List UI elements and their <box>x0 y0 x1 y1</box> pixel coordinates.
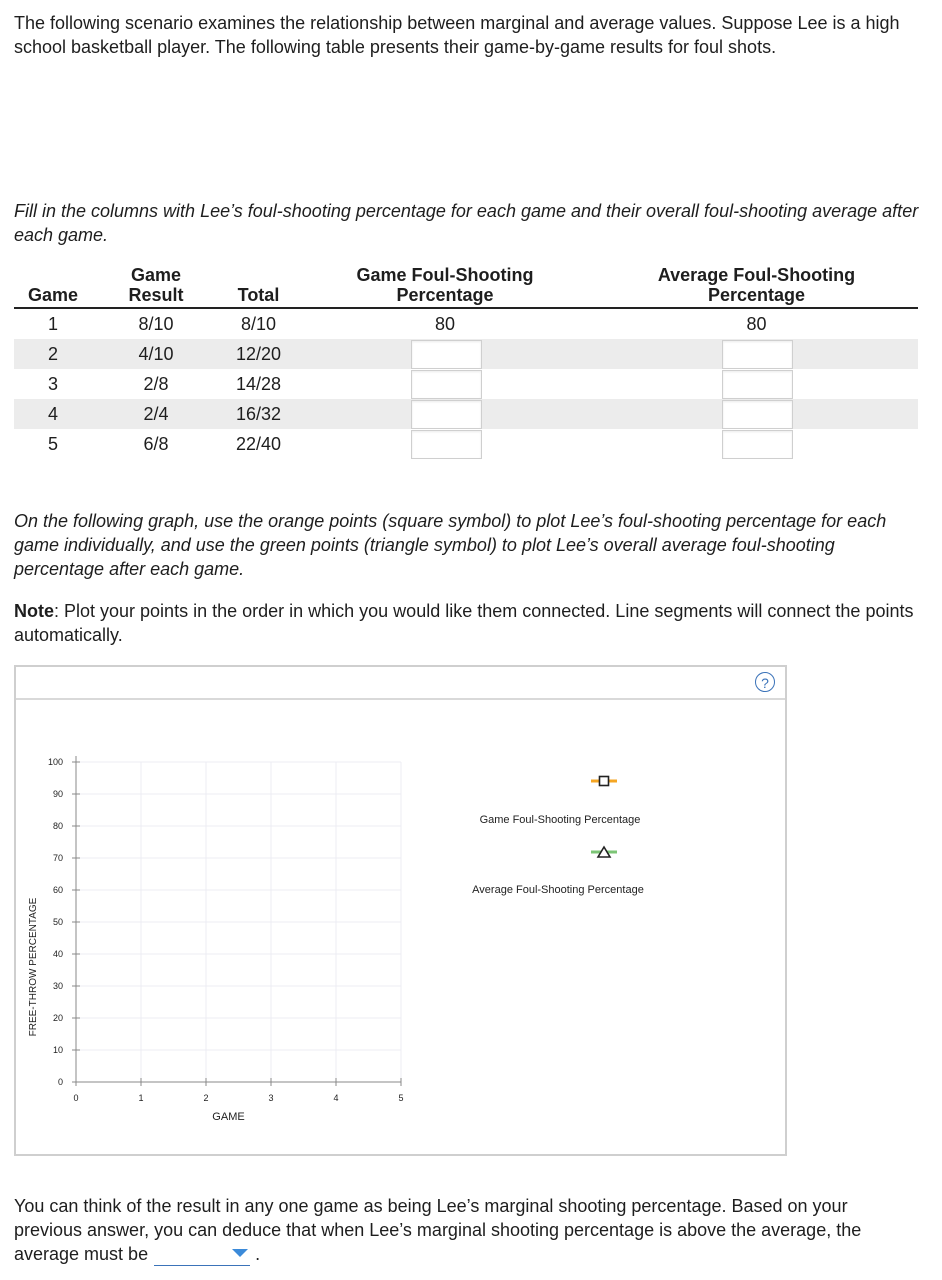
cell-result: 4/10 <box>138 344 174 364</box>
legend-label-average: Average Foul-Shooting Percentage <box>472 884 644 896</box>
table-row <box>14 309 918 339</box>
table-row <box>14 369 918 399</box>
gfs-input-game-4[interactable] <box>411 400 482 429</box>
gfs-input-game-3[interactable] <box>411 370 482 399</box>
cell-total: 12/20 <box>235 344 282 364</box>
conclusion-period: . <box>255 1244 261 1264</box>
gfs-input-game-2[interactable] <box>411 340 482 369</box>
x-axis-label: GAME <box>212 1111 245 1123</box>
y-tick-label: 50 <box>52 917 63 927</box>
y-tick-label: 0 <box>57 1077 63 1087</box>
chevron-down-icon[interactable] <box>232 1249 248 1257</box>
cell-game: 1 <box>47 314 58 334</box>
cell-total: 22/40 <box>235 434 282 454</box>
table-header <box>14 263 918 309</box>
cell-total: 14/28 <box>235 374 282 394</box>
foul-shot-table <box>14 263 918 459</box>
y-tick-label: 10 <box>52 1045 63 1055</box>
square-marker-icon <box>600 777 609 786</box>
cell-afs: 80 <box>746 314 767 334</box>
conclusion-text <box>14 1194 919 1266</box>
cell-total: 16/32 <box>235 404 282 424</box>
afs-input-game-4[interactable] <box>722 400 793 429</box>
y-axis-label: FREE-THROW PERCENTAGE <box>28 897 39 1037</box>
header-afs-top: Average Foul-Shooting <box>657 265 856 285</box>
x-tick-label: 5 <box>398 1093 404 1103</box>
note-label: Note <box>14 601 54 621</box>
cell-result: 2/4 <box>143 404 169 424</box>
gfs-input-game-5[interactable] <box>411 430 482 459</box>
header-result-bottom: Result <box>128 285 184 305</box>
y-tick-label: 60 <box>52 885 63 895</box>
graph-panel <box>14 665 787 1156</box>
y-tick-label: 80 <box>52 821 63 831</box>
afs-input-game-2[interactable] <box>722 340 793 369</box>
table-row <box>14 399 918 429</box>
chart-legend <box>472 777 644 897</box>
header-gfs-top: Game Foul-Shooting <box>356 265 534 285</box>
chart-grid <box>76 762 401 1082</box>
cell-total: 8/10 <box>240 314 277 334</box>
cell-result: 8/10 <box>138 314 174 334</box>
header-result-top: Game <box>130 265 182 285</box>
y-tick-label: 30 <box>52 981 63 991</box>
y-tick-label: 70 <box>52 853 63 863</box>
header-gfs-bottom: Percentage <box>396 285 494 305</box>
help-icon[interactable]: ? <box>755 672 775 692</box>
cell-game: 3 <box>47 374 58 394</box>
x-tick-label: 1 <box>138 1093 144 1103</box>
table-row <box>14 339 918 369</box>
header-total: Total <box>237 285 280 305</box>
y-tick-label: 20 <box>52 1013 63 1023</box>
note-text <box>14 599 919 647</box>
x-tick-label: 4 <box>333 1093 339 1103</box>
graph-toolbar <box>16 667 785 700</box>
cell-game: 5 <box>47 434 58 454</box>
table-row <box>14 429 918 459</box>
cell-game: 2 <box>47 344 58 364</box>
x-tick-label: 2 <box>203 1093 209 1103</box>
y-tick-label: 100 <box>47 757 63 767</box>
header-game: Game <box>27 285 79 305</box>
afs-input-game-3[interactable] <box>722 370 793 399</box>
cell-game: 4 <box>47 404 58 424</box>
graph-instruction: On the following graph, use the orange points (square symbol) to plot Lee’s foul-shooting percentage for each game individually, and use the green points (triangle symbol) to plot Lee’s overall average foul-shooting percentage after each game. <box>14 511 887 579</box>
cell-gfs: 80 <box>434 314 456 334</box>
header-afs-bottom: Percentage <box>707 285 806 305</box>
legend-label-game: Game Foul-Shooting Percentage <box>479 814 641 826</box>
note-body: : Plot your points in the order in which you would like them connected. Line segments will connect the points automatically. <box>14 601 914 645</box>
x-tick-label: 3 <box>268 1093 274 1103</box>
cell-result: 2/8 <box>143 374 169 394</box>
answer-dropdown[interactable] <box>154 1243 250 1266</box>
chart-axes <box>76 756 401 1082</box>
x-tick-label: 0 <box>73 1093 79 1103</box>
conclusion-body: You can think of the result in any one game as being Lee’s marginal shooting percentage. Based on your previous answer, you can deduce that when Lee’s marginal shooting percentage is above the average, the average must be <box>14 1196 862 1264</box>
graph-canvas[interactable] <box>16 700 785 1155</box>
y-tick-label: 40 <box>52 949 63 959</box>
y-tick-label: 90 <box>52 789 63 799</box>
afs-input-game-5[interactable] <box>722 430 793 459</box>
table-instruction: Fill in the columns with Lee’s foul-shooting percentage for each game and their overall foul-shooting average after each game. <box>14 201 919 245</box>
chart-ticks <box>48 757 404 1103</box>
intro-text: The following scenario examines the relationship between marginal and average values. Suppose Lee is a high school basketball player. The following table presents their game-by-game results for foul shots. <box>14 13 900 57</box>
cell-result: 6/8 <box>143 434 169 454</box>
